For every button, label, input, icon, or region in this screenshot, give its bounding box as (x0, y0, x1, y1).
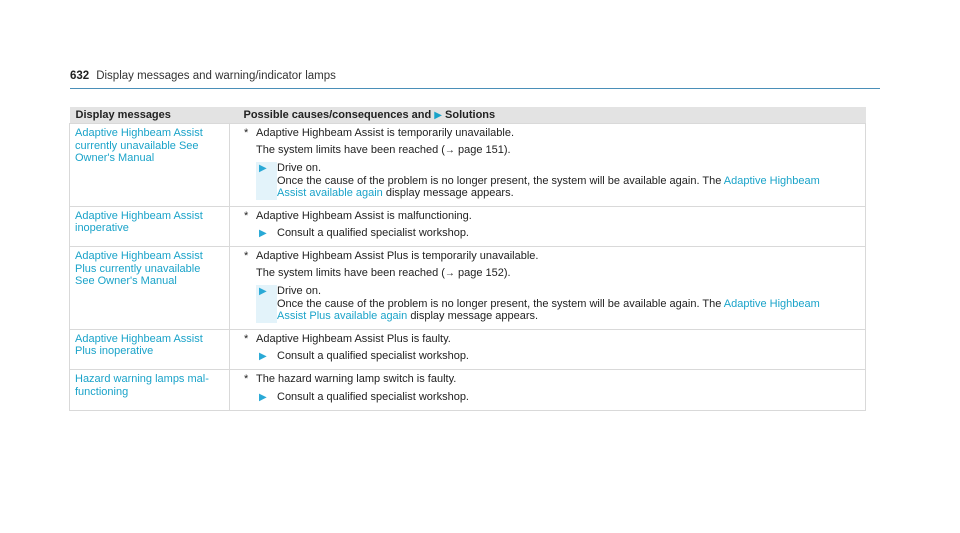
explanation (244, 144, 859, 158)
page-reference-link[interactable]: page 152 (457, 266, 504, 279)
action (256, 285, 859, 323)
message-line: Plus inoperative (75, 345, 154, 357)
cause-solution-cell (230, 206, 866, 247)
cause-text: Adaptive Highbeam Assist Plus is faulty. (256, 332, 451, 345)
table-row (70, 329, 866, 370)
cause (244, 250, 859, 263)
explanation (244, 267, 859, 281)
page-reference-link[interactable]: page 151 (457, 143, 504, 156)
message-line: functioning (75, 385, 129, 398)
cause (244, 210, 859, 223)
action-text: Consult a qualified specialist workshop. (277, 350, 469, 362)
display-message (70, 247, 230, 330)
explain-text: ). (503, 143, 511, 156)
action-text: Consult a qualified specialist workshop. (277, 227, 469, 239)
action-detail (277, 298, 859, 311)
table-row (70, 370, 866, 411)
message-reference: Assist available again (277, 187, 383, 199)
action-arrow-icon: ▶ (259, 228, 267, 239)
action-detail-text: display message appears. (385, 187, 514, 199)
message-line: Adaptive Highbeam Assist (75, 209, 203, 222)
cause-text: Adaptive Highbeam Assist is temporarily unavailable. (256, 127, 515, 139)
message-reference: Adaptive Highbeam (723, 174, 820, 187)
cause (244, 373, 859, 386)
action (256, 391, 859, 404)
message-line: inoperative (75, 222, 129, 234)
cause-marker: * (244, 209, 249, 222)
cause (244, 127, 859, 140)
cause-marker: * (244, 250, 249, 262)
action-detail-text: Once the cause of the problem is no longer present, the system will be available again. The (277, 174, 722, 187)
message-line: Adaptive Highbeam Assist (75, 127, 203, 139)
message-line: Adaptive Highbeam Assist (75, 250, 203, 262)
message-line: currently unavailable See (75, 139, 199, 152)
action (256, 162, 859, 200)
action-text: Consult a qualified specialist workshop. (277, 390, 469, 403)
explain-text: ). (503, 266, 511, 279)
cause-solution-cell (230, 370, 866, 411)
page-number: 632 (70, 70, 90, 82)
cause (244, 333, 859, 346)
message-line: Hazard warning lamps mal- (75, 373, 209, 385)
action-text: Drive on. (277, 285, 322, 297)
cause-solution-cell (230, 124, 866, 207)
solutions-arrow-icon: ▶ (434, 109, 442, 121)
cause-solution-cell (230, 329, 866, 370)
cross-reference-arrow-icon: → (444, 144, 455, 156)
action (256, 350, 859, 363)
cross-reference-arrow-icon: → (444, 267, 455, 279)
page-title: Display messages and warning/indicator lamps (96, 70, 336, 82)
col-header-causes-solutions (230, 107, 866, 124)
display-message (70, 370, 230, 411)
display-message (70, 124, 230, 207)
explain-text: The system limits have been reached ( (256, 266, 445, 279)
col-header-suffix: Solutions (445, 108, 496, 121)
action-arrow-icon: ▶ (259, 351, 267, 362)
cause-marker: * (244, 332, 249, 345)
action-detail-text: Once the cause of the problem is no longer present, the system will be available again. The (277, 297, 722, 310)
table-row (70, 206, 866, 247)
cause-marker: * (244, 127, 249, 139)
action-detail (277, 187, 859, 200)
message-reference: Adaptive Highbeam (723, 297, 820, 310)
message-line: Plus currently unavailable (75, 262, 201, 275)
message-line: See Owner's Manual (75, 275, 177, 287)
explain-text: The system limits have been reached ( (256, 143, 445, 156)
message-reference: Assist Plus available again (277, 310, 408, 322)
display-messages-table (69, 107, 866, 411)
cause-solution-cell (230, 247, 866, 330)
action-arrow-icon: ▶ (256, 285, 277, 323)
action-detail-text: display message appears. (410, 310, 539, 322)
cause-marker: * (244, 373, 249, 385)
page-header (70, 70, 880, 89)
table-header-row (70, 107, 866, 124)
message-line: Adaptive Highbeam Assist (75, 332, 203, 345)
table-row (70, 247, 866, 330)
display-message (70, 206, 230, 247)
cause-text: Adaptive Highbeam Assist is malfunctioning. (256, 209, 472, 222)
action (256, 227, 859, 240)
cause-text: Adaptive Highbeam Assist Plus is temporarily unavailable. (256, 250, 539, 262)
action-text: Drive on. (277, 162, 322, 174)
message-line: Owner's Manual (75, 152, 155, 164)
col-header-prefix: Possible causes/consequences and (243, 108, 432, 121)
display-message (70, 329, 230, 370)
cause-text: The hazard warning lamp switch is faulty. (256, 373, 457, 385)
action-arrow-icon: ▶ (259, 391, 267, 403)
action-arrow-icon: ▶ (256, 162, 277, 200)
action-detail (277, 175, 859, 188)
action-detail (277, 310, 859, 323)
table-row (70, 124, 866, 207)
col-header-display-messages: Display messages (70, 107, 230, 124)
